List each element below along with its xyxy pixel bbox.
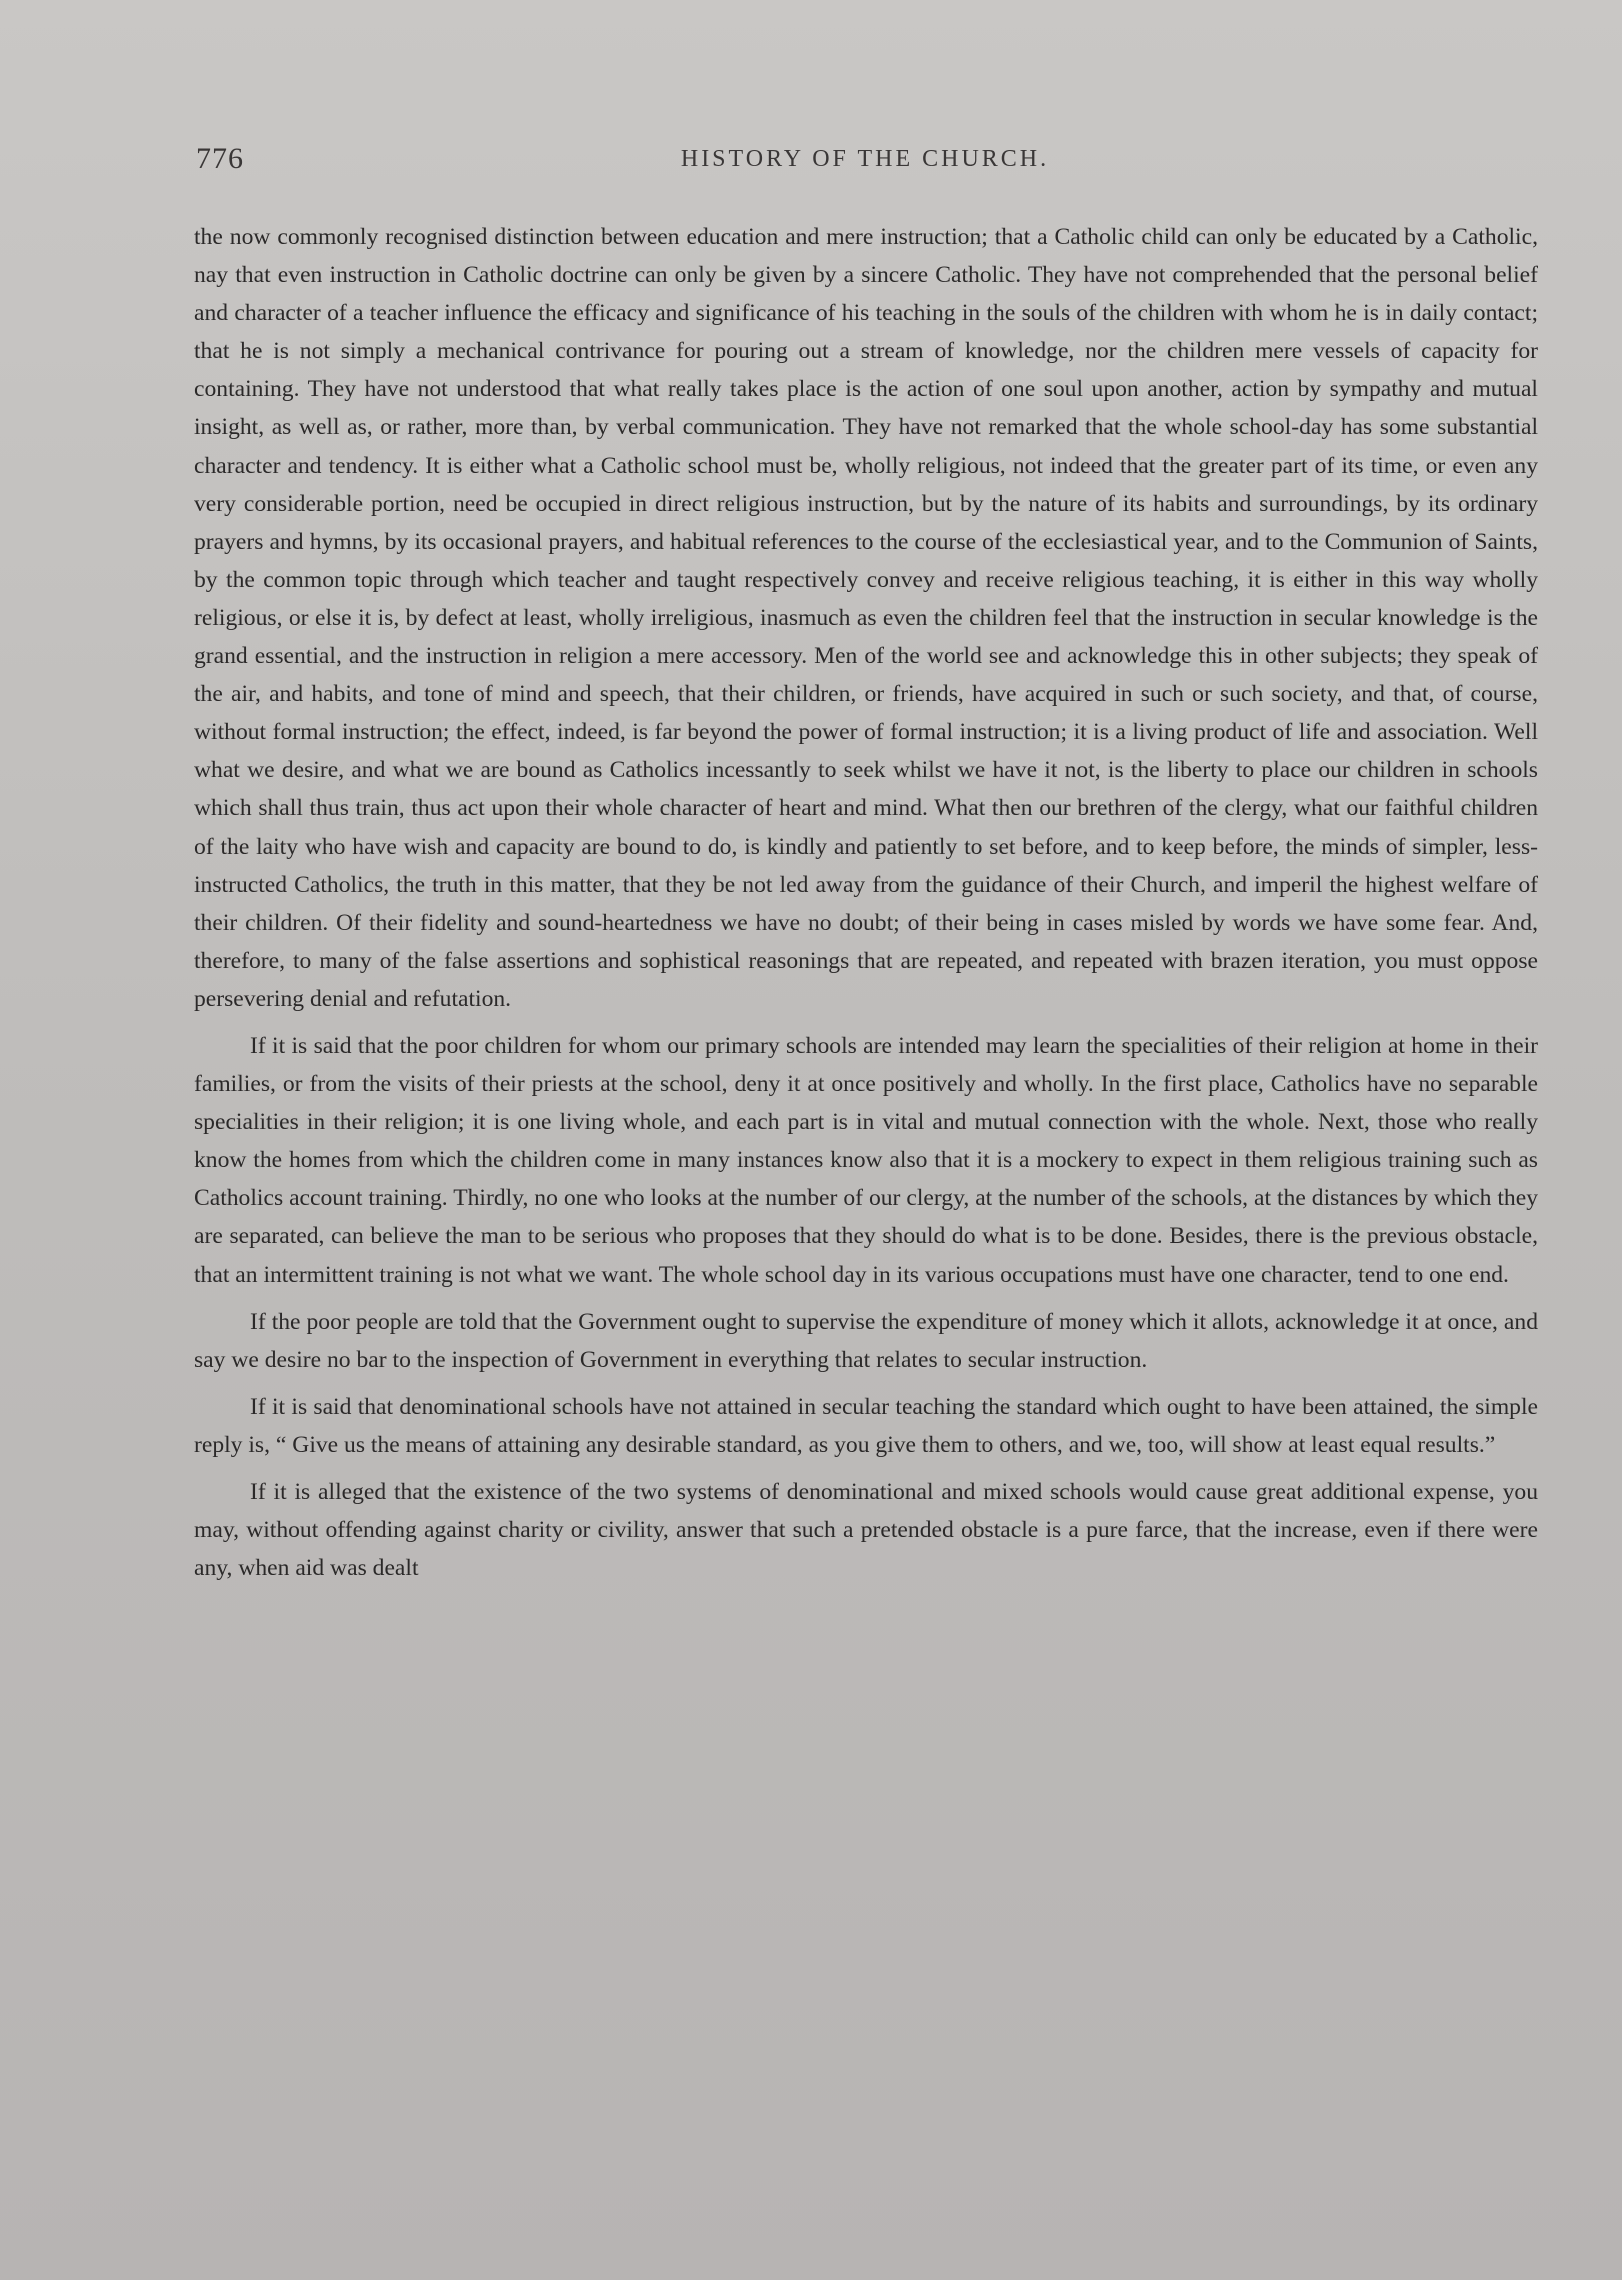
body-text [194, 218, 1538, 1587]
running-title: HISTORY OF THE CHURCH. [680, 146, 1050, 172]
page-number: 776 [196, 142, 244, 175]
paragraph: If it is alleged that the existence of the two systems of denominational and mixed schools would cause great additional expense, you may, without offending against charity or civility, answer that such a pretended obstacle is a pure farce, that the increase, even if there were any, when aid was dealt [194, 1479, 1538, 1582]
paragraph: If it is said that denominational schools have not attained in secular teaching the standard which ought to have been attained, the simple reply is, “ Give us the means of attaining any desirable standard, as you give them to others, and we, too, will show at least equal results.” [194, 1393, 1538, 1458]
paragraph-continued: the now commonly recognised distinction between education and mere instruction; that a Catholic child can only be educated by a Catholic, nay that even instruction in Catholic doctrine can only be given by a sincere Catholic. They have not comprehended that the personal belief and character of a teacher influence the efficacy and significance of his teaching in the souls of the children with whom he is in daily contact; that he is not simply a mechanical contrivance for pouring out a stream of knowledge, nor the children mere vessels of capacity for containing. They have not understood that what really takes place is the action of one soul upon another, action by sympathy and mutual insight, as well as, or rather, more than, by verbal communication. They have not remarked that the whole school-day has some substantial character and tendency. It is either what a Catholic school must be, wholly religious, not indeed that the greater part of its time, or even any very considerable portion, need be occupied in direct religious instruction, but by the nature of its habits and surroundings, by its ordinary prayers and hymns, by its occasional prayers, and habitual references to the course of the ecclesiastical year, and to the Communion of Saints, by the common topic through which teacher and taught respectively convey and receive religious teaching, it is either in this way wholly religious, or else it is, by defect at least, wholly irreligious, inasmuch as even the children feel that the instruction in secular knowledge is the grand essential, and the instruction in religion a mere accessory. Men of the world see and acknowledge this in other subjects; they speak of the air, and habits, and tone of mind and speech, that their children, or friends, have acquired in such or such society, and that, of course, without formal instruction; the effect, indeed, is far beyond the power of formal instruction; it is a living product of life and association. Well what we desire, and what we are bound as Catholics incessantly to seek whilst we have it not, is the liberty to place our children in schools which shall thus train, thus act upon their whole character of heart and mind. What then our brethren of the clergy, what our faithful children of the laity who have wish and capacity are bound to do, is kindly and patiently to set before, and to keep before, the minds of simpler, less-instructed Catholics, the truth in this matter, that they be not led away from the guidance of their Church, and imperil the highest welfare of their children. Of their fidelity and sound-heartedness we have no doubt; of their being in cases misled by words we have some fear. And, therefore, to many of the false assertions and sophistical reasonings that are repeated, and repeated with brazen iteration, you must oppose persevering denial and refutation. [194, 224, 1538, 1012]
running-head [196, 142, 1534, 182]
paragraph: If the poor people are told that the Government ought to supervise the expenditure of money which it allots, acknowledge it at once, and say we desire no bar to the inspection of Government in everything that relates to secular instruction. [194, 1308, 1538, 1373]
paragraph: If it is said that the poor children for whom our primary schools are intended may learn the specialities of their religion at home in their families, or from the visits of their priests at the school, deny it at once positively and wholly. In the first place, Catholics have no separable specialities in their religion; it is one living whole, and each part is in vital and mutual connection with the whole. Next, those who really know the homes from which the children come in many instances know also that it is a mockery to expect in them religious training such as Catholics account training. Thirdly, no one who looks at the number of our clergy, at the number of the schools, at the distances by which they are separated, can believe the man to be serious who proposes that they should do what is to be done. Besides, there is the previous obstacle, that an intermittent training is not what we want. The whole school day in its various occupations must have one character, tend to one end. [194, 1032, 1538, 1288]
